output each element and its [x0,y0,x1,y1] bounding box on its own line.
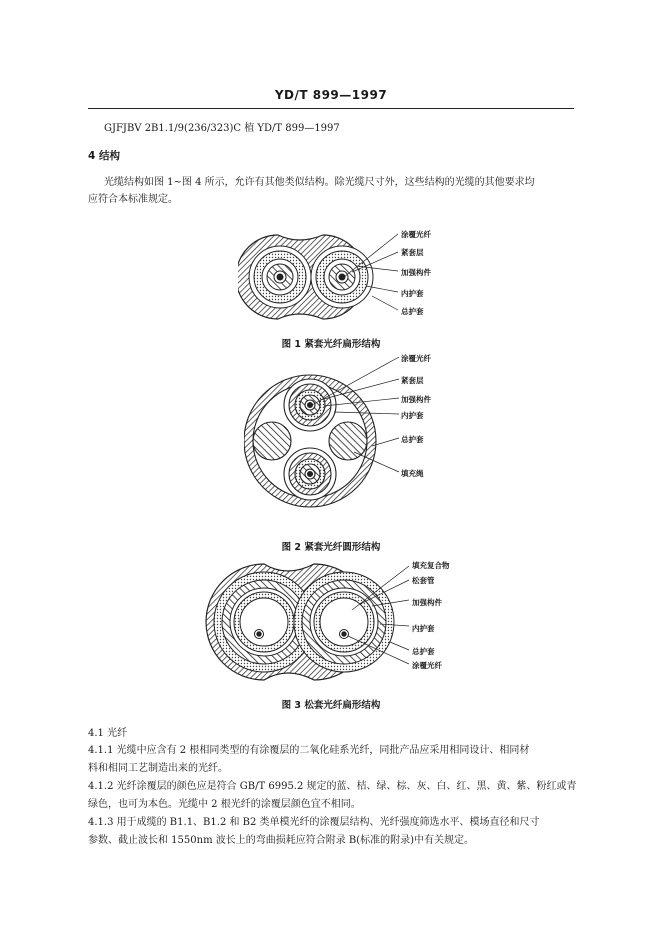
para-4-1-1-line2: 料和相同工艺制造出来的光纤。 [88,763,228,774]
fig2-label-inner-sheath: 内护套 [401,411,424,420]
section-4-heading: 4 结构 [88,150,120,162]
section-4-1-heading: 4.1 光纤 [88,728,128,739]
fig2-label-strength-member: 加强构件 [401,395,431,404]
fig3-label-strength-member: 加强构件 [412,598,442,607]
fig3-label-loose-tube: 松套管 [412,576,435,585]
fig3-label-coated-fiber: 涂覆光纤 [412,661,442,670]
fig3-label-outer-sheath: 总护套 [412,647,435,656]
fig2-label-outer-sheath: 总护套 [401,435,424,444]
fig1-label-tight-buffer: 紧套层 [401,248,424,257]
para-4-1-3-line2: 参数、截止波长和 1550nm 波长上的弯曲损耗应符合附录 B(标准的附录)中有关规定。 [88,835,475,846]
fig2-label-filler-rope: 填充绳 [401,469,424,478]
figure-2-caption: 图 2 紧套光纤圆形结构 [281,542,381,553]
reference-line: GJFJBV 2B1.1/9(236/323)C 植 YD/T 899—1997 [104,123,340,134]
header-rule [88,108,574,109]
section-4-intro-line2: 应符合本标准规定。 [88,194,178,205]
fig3-label-filling-compound: 填充复合物 [412,561,450,570]
para-4-1-1-line1: 4.1.1 光缆中应含有 2 根相同类型的有涂覆层的二氧化硅系光纤，同批产品应采用相同设计、相同材 [88,745,530,756]
para-4-1-2-line2: 绿色，也可为本色。光缆中 2 根光纤的涂覆层颜色宜不相同。 [88,799,361,810]
fig1-label-coated-fiber: 涂覆光纤 [401,230,431,239]
fig1-label-outer-sheath: 总护套 [401,307,424,316]
fig3-label-inner-sheath: 内护套 [412,624,435,633]
para-4-1-2-line1: 4.1.2 光纤涂覆层的颜色应是符合 GB/T 6995.2 规定的蓝、桔、绿、棕、灰、白、红、黑、黄、紫、粉红或青 [88,781,577,792]
running-header: YD/T 899—1997 [274,88,388,102]
fig2-label-coated-fiber: 涂覆光纤 [401,354,431,363]
para-4-1-3-line1: 4.1.3 用于成缆的 B1.1、B1.2 和 B2 类单模光纤的涂覆层结构、光纤强度筛选水平、模场直径和尺寸 [88,817,540,828]
figure-2-drawing [244,352,424,532]
fig2-label-tight-buffer: 紧套层 [401,376,424,385]
figure-1-caption: 图 1 紧套光纤扁形结构 [281,339,381,350]
figure-3-drawing [204,560,419,690]
figure-1-drawing [238,226,418,326]
figure-3-caption: 图 3 松套光纤扁形结构 [281,700,381,711]
fig1-label-inner-sheath: 内护套 [401,289,424,298]
fig1-label-strength-member: 加强构件 [401,268,431,277]
section-4-intro-line1: 光缆结构如图 1~图 4 所示，允许有其他类似结构。除光缆尺寸外，这些结构的光缆的其他要求均 [104,177,535,188]
